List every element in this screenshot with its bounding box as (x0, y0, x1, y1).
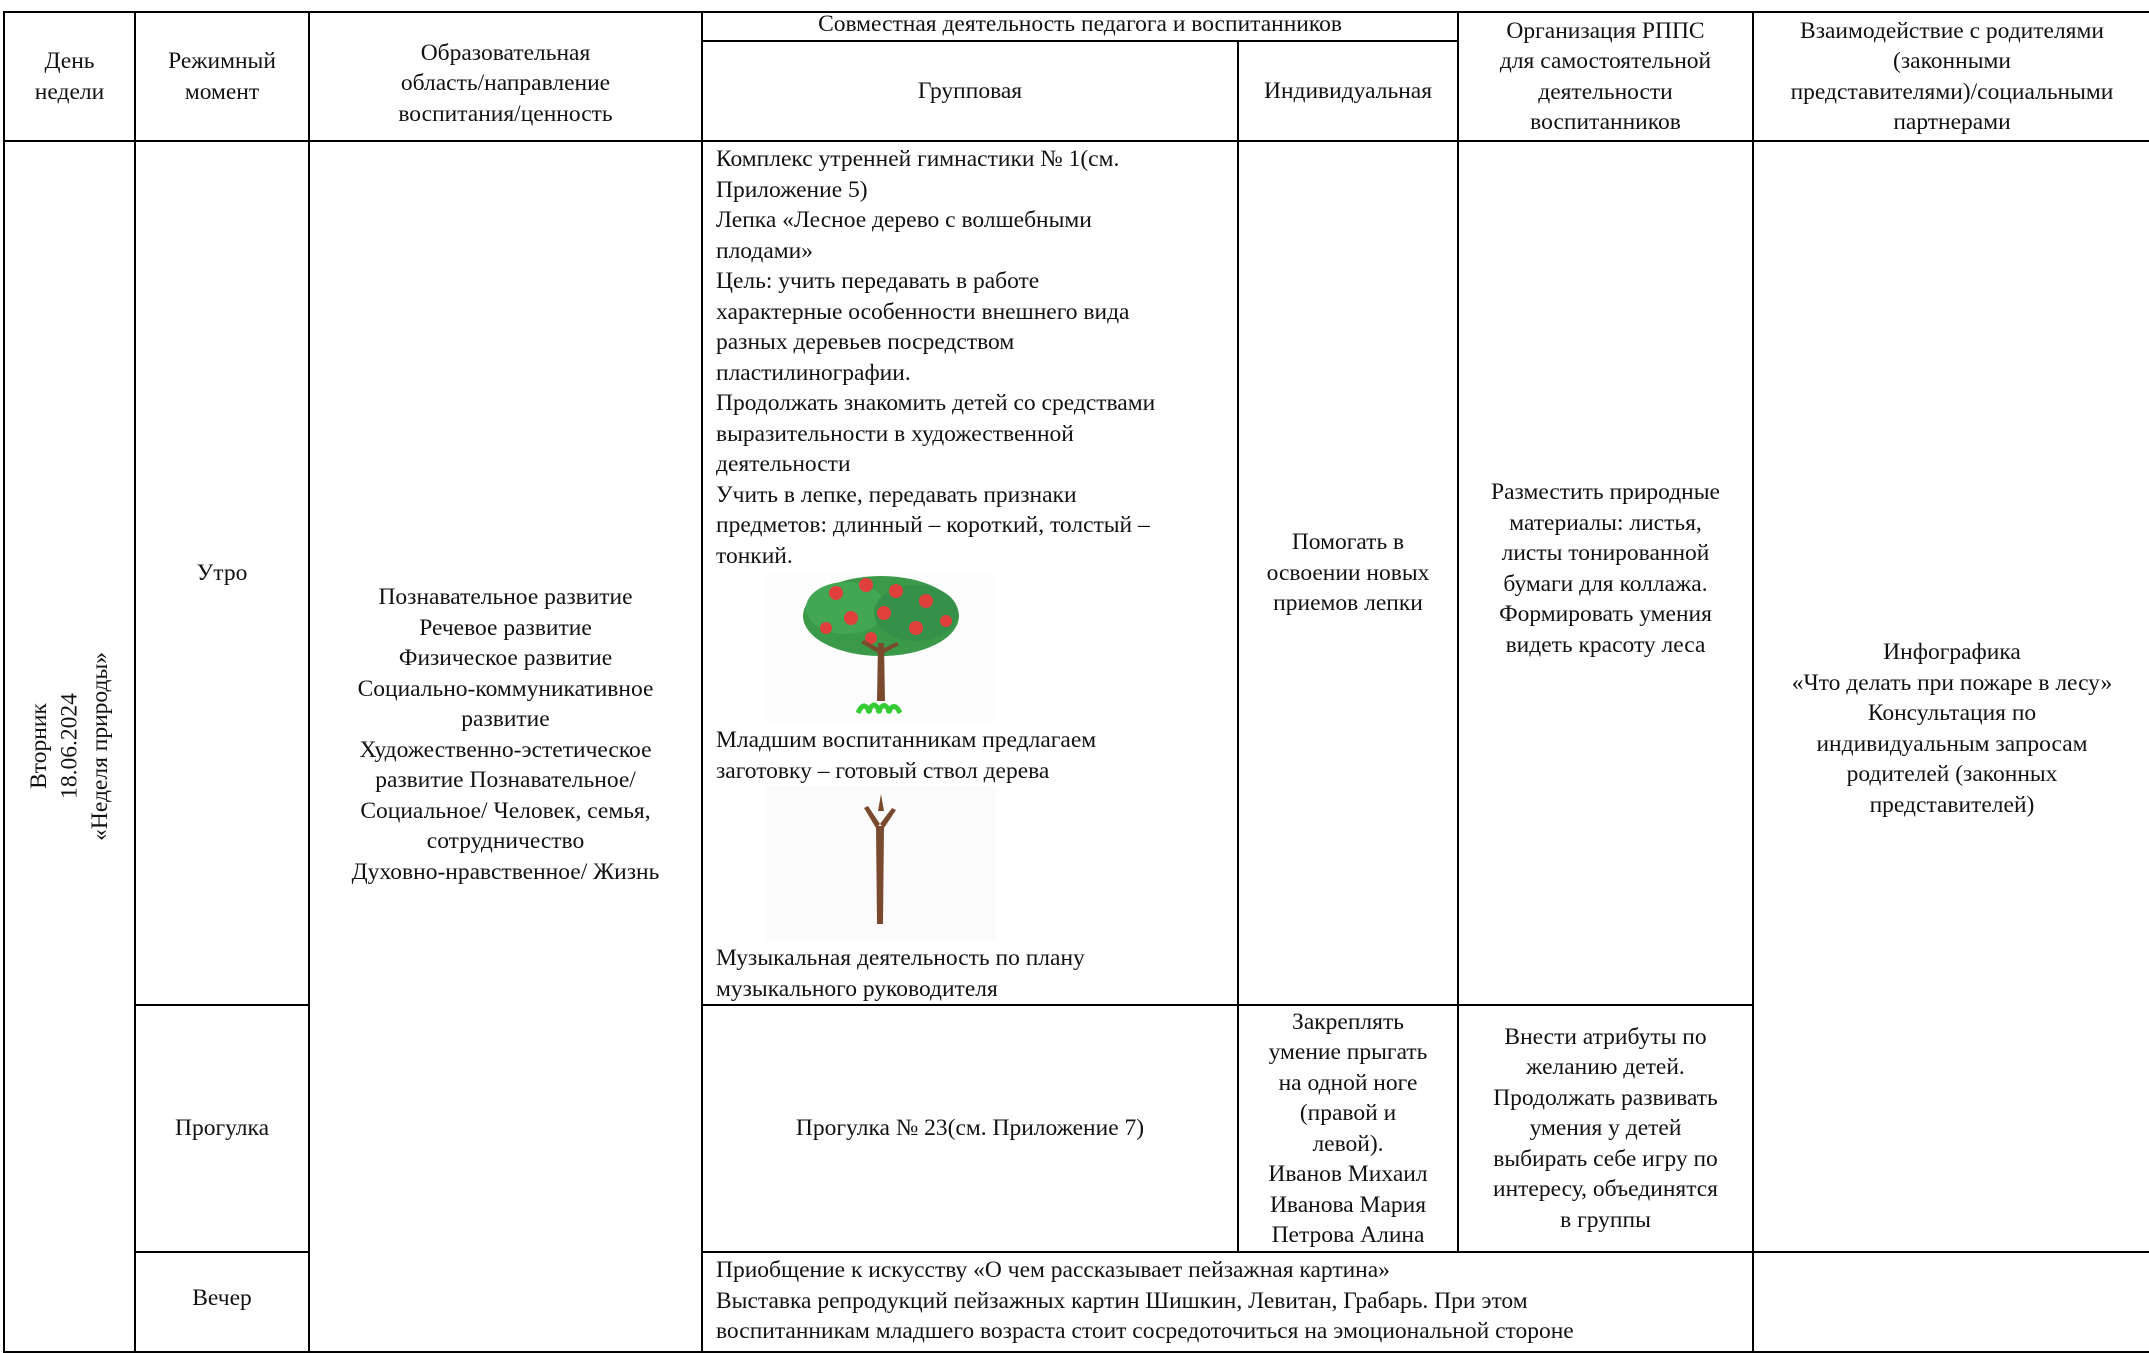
parents-interaction: Инфографика «Что делать при пожаре в лесу» Консультация по индивидуальным запросам родителей (законных представителей) (1753, 141, 2149, 1252)
evening-group: Приобщение к искусству «О чем рассказывает пейзажная картина» Выставка репродукций пейзажных картин Шишкин, Левитан, Грабарь. При этом воспитанникам младшего возраста стоит сосредоточиться на эмоциональной стороне (702, 1252, 1753, 1352)
header-area: Образовательная область/направление воспитания/ценность (309, 12, 702, 141)
tree-trunk-image (766, 786, 996, 941)
header-parents: Взаимодействие с родителями (законными представителями)/социальными партнерами (1753, 12, 2149, 141)
header-individual: Индивидуальная (1238, 41, 1458, 141)
regime-walk: Прогулка (135, 1005, 309, 1252)
header-group: Групповая (702, 41, 1238, 141)
plan-table (3, 11, 2149, 1353)
walk-individual: Закреплять умение прыгать на одной ноге (правой и левой). Иванов Михаил Иванова Мария Петрова Алина (1238, 1005, 1458, 1252)
evening-parents (1753, 1252, 2149, 1352)
education-areas: Познавательное развитие Речевое развитие Физическое развитие Социально-коммуникативное развитие Художественно-эстетическое развитие Познавательное/ Социальное/ Человек, семья, сотрудничество Духовно-нравственное/ Жизнь (309, 141, 702, 1352)
regime-morning: Утро (135, 141, 309, 1005)
morning-individual: Помогать в освоении новых приемов лепки (1238, 141, 1458, 1005)
header-joint: Совместная деятельность педагога и воспитанников (702, 12, 1458, 41)
day-cell: Вторник 18.06.2024 «Неделя природы» (4, 141, 135, 1352)
regime-evening: Вечер (135, 1252, 309, 1352)
morning-rpps: Разместить природные материалы: листья, листы тонированной бумаги для коллажа. Формировать умения видеть красоту леса (1458, 141, 1753, 1005)
header-rpps: Организация РППС для самостоятельной деятельности воспитанников (1458, 12, 1753, 141)
header-regime: Режимный момент (135, 12, 309, 141)
header-day: День недели (4, 12, 135, 141)
morning-group-activity: Комплекс утренней гимнастики № 1(см. Приложение 5) Лепка «Лесное дерево с волшебными плодами» Цель: учить передавать в работе характерные особенности внешнего вида разных деревьев посредством пластилинографии. Продолжать знакомить детей со средствами выразительности в художественной деятельности Учить в лепке, передавать признаки предметов: длинный – короткий, толстый – тонкий. Младшим воспитанникам предлагаем заготовку – готовый ствол дерева Музыкальная деятельность по плану музыкального руководителя (702, 141, 1238, 1005)
walk-group: Прогулка № 23(см. Приложение 7) (702, 1005, 1238, 1252)
plasticine-tree-image (766, 573, 996, 723)
walk-rpps: Внести атрибуты по желанию детей. Продолжать развивать умения у детей выбирать себе игру по интересу, объединятся в группы (1458, 1005, 1753, 1252)
